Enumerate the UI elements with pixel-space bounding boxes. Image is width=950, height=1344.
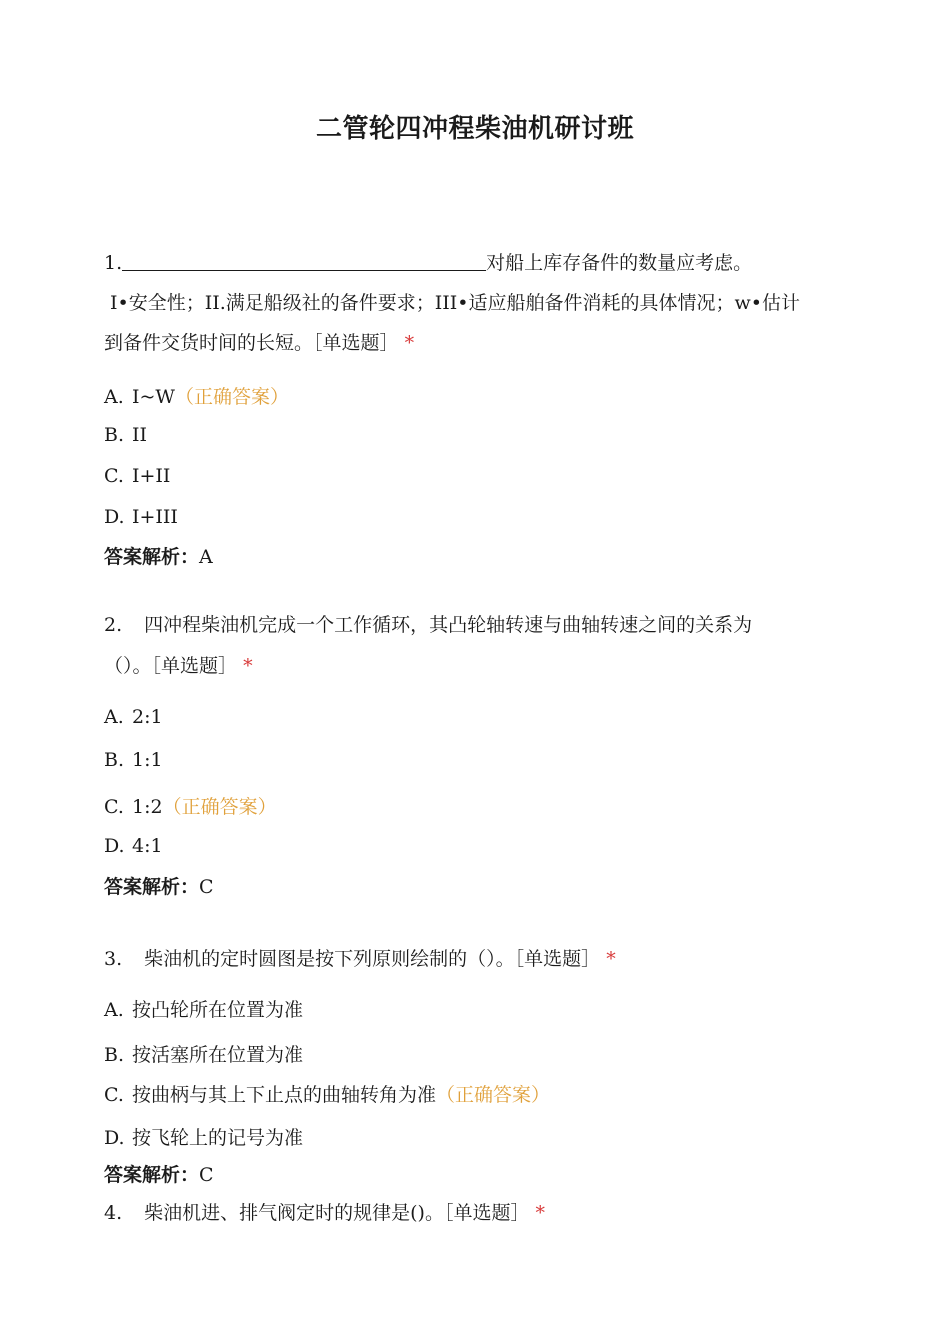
analysis-value: C <box>199 876 214 898</box>
option-label: B. <box>104 1044 125 1066</box>
question-number: 2. <box>104 614 123 636</box>
option-a[interactable] <box>104 706 163 728</box>
analysis-label: 答案解析： <box>104 546 200 568</box>
answer-analysis <box>104 542 213 569</box>
question-4-line-1 <box>104 1198 545 1225</box>
analysis-label: 答案解析： <box>104 1164 200 1186</box>
option-d[interactable] <box>104 835 163 857</box>
required-mark: * <box>243 655 253 677</box>
option-label: B. <box>104 424 125 446</box>
correct-answer-tag: （正确答案） <box>436 1084 551 1106</box>
question-number: 4. <box>104 1202 123 1224</box>
correct-answer-tag: （正确答案） <box>174 386 289 408</box>
option-label: D. <box>104 506 125 528</box>
option-b[interactable] <box>104 424 147 446</box>
option-label: C. <box>104 1084 124 1106</box>
option-label: A. <box>104 999 124 1021</box>
option-b[interactable] <box>104 1040 303 1067</box>
option-text: I+III <box>132 506 178 528</box>
required-mark: * <box>535 1202 546 1224</box>
option-b[interactable] <box>104 749 163 771</box>
option-a[interactable] <box>104 382 289 409</box>
option-text: 4:1 <box>132 835 163 857</box>
option-label: D. <box>104 1127 125 1149</box>
correct-answer-tag: （正确答案） <box>162 796 277 818</box>
question-1-line-1 <box>104 248 752 275</box>
question-text: 柴油机进、排气阀定时的规律是()。［单选题］ <box>144 1202 530 1224</box>
question-text: 四冲程柴油机完成一个工作循环，其凸轮轴转速与曲轴转速之间的关系为 <box>144 614 753 636</box>
option-d[interactable] <box>104 1123 303 1150</box>
option-a[interactable] <box>104 995 303 1022</box>
question-number: 3. <box>104 948 123 970</box>
option-text: 按活塞所在位置为准 <box>132 1044 304 1066</box>
question-1-line-3 <box>104 328 414 355</box>
fill-blank <box>122 252 486 271</box>
analysis-value: C <box>199 1164 214 1186</box>
option-text: I~W <box>132 386 175 408</box>
option-text: 按曲柄与其上下止点的曲轴转角为准 <box>132 1084 437 1106</box>
option-text: 按凸轮所在位置为准 <box>132 999 304 1021</box>
option-label: C. <box>104 796 124 818</box>
option-text: II <box>132 424 148 446</box>
required-mark: * <box>606 948 616 970</box>
option-label: B. <box>104 749 125 771</box>
question-3-line-1 <box>104 944 616 971</box>
answer-analysis <box>104 872 214 899</box>
option-text: 按飞轮上的记号为准 <box>132 1127 304 1149</box>
option-label: A. <box>104 386 124 408</box>
question-text: 对船上库存备件的数量应考虑。 <box>486 252 753 274</box>
analysis-label: 答案解析： <box>104 876 200 898</box>
analysis-value: A <box>199 546 213 568</box>
question-text: （）。［单选题］ <box>104 655 238 677</box>
option-c[interactable] <box>104 1080 550 1107</box>
question-2-line-1 <box>104 610 752 637</box>
option-c[interactable] <box>104 792 277 819</box>
option-text: 2:1 <box>132 706 163 728</box>
question-2-line-2 <box>104 651 253 678</box>
question-number: 1. <box>104 252 123 274</box>
option-text: 1:2 <box>132 796 163 818</box>
option-d[interactable] <box>104 506 178 528</box>
question-text: 柴油机的定时圆图是按下列原则绘制的（）。［单选题］ <box>144 948 601 970</box>
answer-analysis <box>104 1160 214 1187</box>
page-title: 二管轮四冲程柴油机研讨班 <box>315 114 634 144</box>
question-1-line-2: I•安全性；II.满足船级社的备件要求；III•适应船舶备件消耗的具体情况；w•估计 <box>110 292 800 314</box>
option-text: I+II <box>132 465 171 487</box>
option-label: A. <box>104 706 124 728</box>
option-text: 1:1 <box>132 749 163 771</box>
option-label: D. <box>104 835 125 857</box>
option-c[interactable] <box>104 465 170 487</box>
option-label: C. <box>104 465 124 487</box>
required-mark: * <box>404 332 415 354</box>
question-text: 到备件交货时间的长短。［单选题］ <box>104 332 399 354</box>
